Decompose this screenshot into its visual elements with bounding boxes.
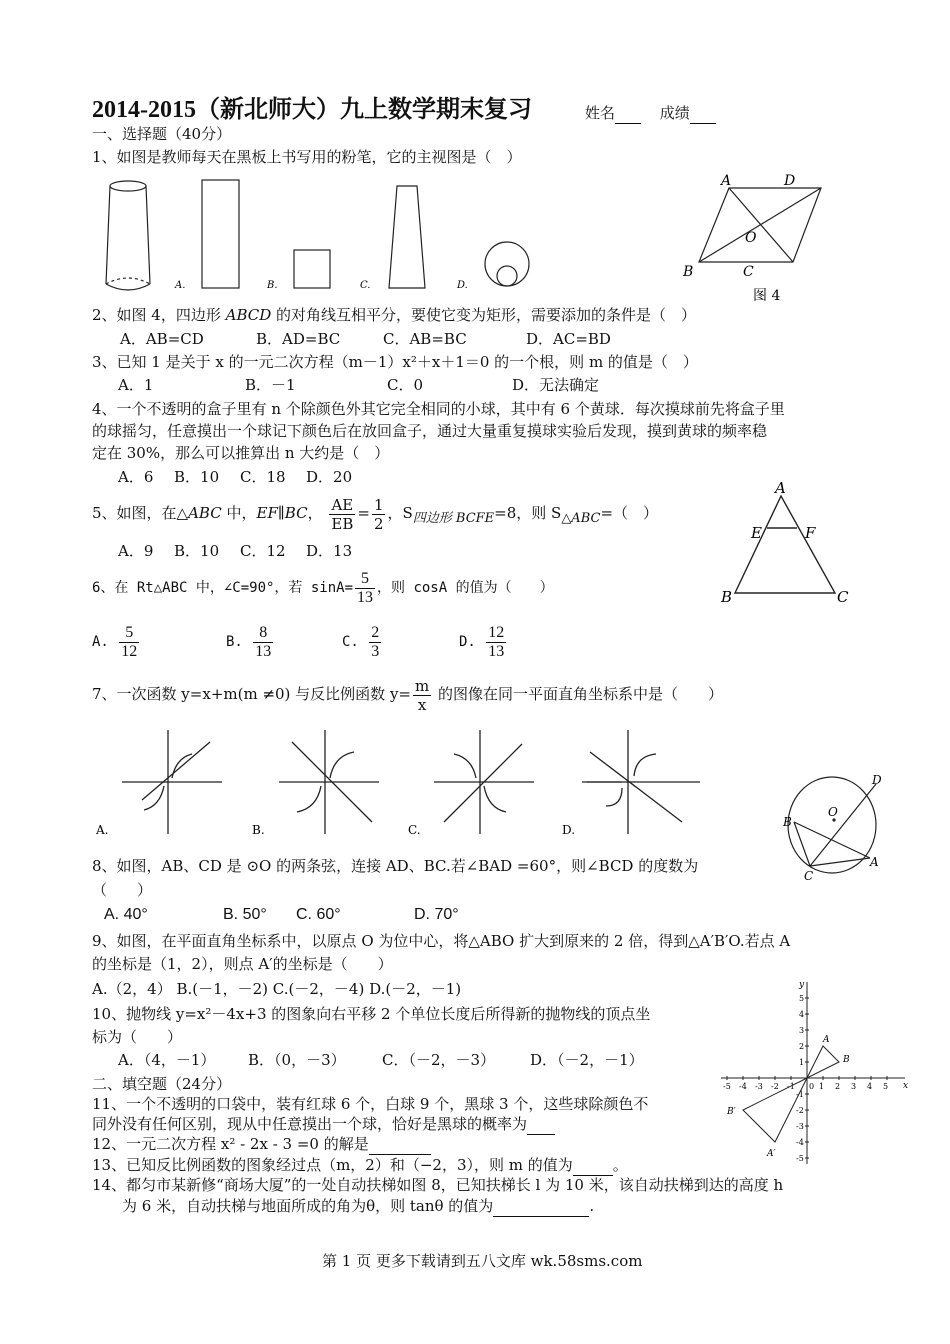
fig9-y-tick-label: 3: [799, 1026, 805, 1035]
q10-line-2: 标为（ ）: [92, 1028, 183, 1046]
figure-8-circle: [780, 770, 890, 885]
q2-option-a[interactable]: A．AB=CD: [120, 330, 204, 348]
fig5-label-b: B: [721, 588, 733, 606]
q1-option-b: B.: [267, 280, 278, 291]
page-title: 2014-2015（新北师大）九上数学期末复习: [92, 97, 532, 123]
fig5-label-c: C: [837, 588, 849, 606]
q5-value-fraction: $\frac{1}{2}$: [373, 495, 384, 533]
q10-option-c[interactable]: C．（－2，－3）: [382, 1051, 496, 1069]
q3-option-d[interactable]: D．无法确定: [512, 376, 600, 394]
q3-option-b[interactable]: B．－1: [245, 376, 296, 394]
fig9-y-tick-label: -1: [796, 1090, 804, 1099]
q1-option-a: A.: [175, 280, 186, 291]
figure-5-triangle: [715, 478, 865, 608]
q1-text: 1、如图是教师每天在黑板上书写用的粉笔，它的主视图是（ ）: [92, 148, 522, 166]
fig9-label-a-prime: A′: [767, 1149, 776, 1159]
q8-line-2: （ ）: [92, 881, 153, 899]
page-footer: 第 1 页 更多下载请到五八文库 wk.58sms.com: [322, 1252, 643, 1270]
name-label: 姓名: [585, 104, 616, 122]
q10-option-a[interactable]: A．（4，－1）: [118, 1051, 216, 1069]
score-label: 成绩: [659, 104, 690, 122]
q13-answer-blank[interactable]: [573, 1155, 613, 1176]
fig4-label-b: B: [683, 264, 694, 280]
q13-text: 13、已知反比例函数的图象经过点（m，2）和（−2，3），则 m 的值为 。: [92, 1156, 628, 1174]
section-choice-title: 一、选择题（40分）: [92, 125, 232, 143]
fig9-y-tick-label: -5: [796, 1154, 804, 1163]
q6-text: 6、在 Rt△ABC 中，∠C=90°，若 sinA= $\frac{5}{13}$ ，则 cosA 的值为（ ）: [92, 569, 554, 606]
fig5-label-a: A: [775, 479, 786, 497]
fig9-x-tick-label: -3: [755, 1082, 763, 1091]
fig9-x-tick-label: 5: [883, 1082, 889, 1091]
q6-option-a[interactable]: A. $\frac{5}{12}$: [92, 623, 138, 660]
fig9-x-tick-label: 4: [867, 1082, 873, 1091]
fig9-x-tick-label: -4: [739, 1082, 747, 1091]
q8-option-b[interactable]: B. 50°: [223, 906, 267, 923]
q3-option-a[interactable]: A．1: [118, 376, 154, 394]
q4-line-1: 4、一个不透明的盒子里有 n 个除颜色外其它完全相同的小球，其中有 6 个黄球．每次摸球前先将盒子里: [92, 400, 785, 418]
fig9-y-tick-label: 4: [799, 1010, 805, 1019]
fig9-x-tick-label: 2: [835, 1082, 841, 1091]
fig9-x-tick-label: -2: [771, 1082, 779, 1091]
q7-option-d[interactable]: D.: [562, 823, 576, 837]
q12-answer-blank[interactable]: [369, 1134, 431, 1155]
fig8-label-c: C: [804, 869, 814, 883]
q4-line-3: 定在 30%，那么可以推算出 n 大约是（ ）: [92, 444, 390, 462]
chalk-view-b: [294, 250, 330, 288]
q7-text: 7、一次函数 y=x+m(m ≠0) 与反比例函数 y= $\frac{m}{x}$ 的图像在同一平面直角坐标系中是（ ）: [92, 676, 724, 714]
fig4-label-d: D: [784, 173, 796, 189]
section-fill-title: 二、填空题（24分）: [92, 1075, 232, 1093]
chalk-view-d: [485, 242, 529, 286]
q8-option-d[interactable]: D. 70°: [414, 906, 459, 923]
q2-option-b[interactable]: B．AD=BC: [256, 330, 341, 348]
fig9-y-tick-label: 2: [799, 1042, 805, 1051]
graph-a: [122, 730, 222, 834]
q2-option-c[interactable]: C．AB=BC: [383, 330, 467, 348]
fig9-label-b-prime: B′: [727, 1107, 736, 1117]
q1-option-d: D.: [457, 280, 468, 291]
fig4-label-a: A: [721, 173, 732, 189]
q5-text: 5、如图，在△ABC 中，EF∥BC， $\frac{AE}{EB}$ = $\frac{1}{2}$ ，$S_{四边形 BCFE}=8$，则 $S_{\triangle ABC}=$（ ）: [92, 495, 659, 533]
q1-option-c: C.: [360, 280, 371, 291]
q5-option-a[interactable]: A．9: [118, 542, 154, 560]
fig9-label-a: A: [823, 1035, 830, 1045]
chalk-view-c: [389, 186, 425, 288]
q2-option-d[interactable]: D．AC=BD: [526, 330, 611, 348]
chalk-figures: [95, 172, 545, 300]
q5-option-b[interactable]: B．10: [174, 542, 220, 560]
fig4-label-c: C: [743, 264, 754, 280]
fig9-x-tick-label: 1: [819, 1082, 825, 1091]
name-field: [585, 103, 716, 124]
q6-option-c[interactable]: C. $\frac{2}{3}$: [342, 623, 380, 660]
score-blank[interactable]: [690, 103, 716, 124]
fig8-label-o: O: [828, 805, 838, 819]
q5-option-d[interactable]: D．13: [306, 542, 353, 560]
fig9-x-tick-label: 0: [809, 1082, 815, 1091]
q7-option-a[interactable]: A.: [96, 823, 109, 837]
fig5-label-f: F: [805, 524, 816, 542]
graph-c: [434, 730, 534, 834]
q9-line-1: 9、如图，在平面直角坐标系中，以原点 O 为位中心，将△ABO 扩大到原来的 2 倍，得到△A′B′O.若点 A: [92, 932, 791, 950]
fig9-xlabel: x: [903, 1081, 909, 1091]
q9-options[interactable]: A.（2，4） B.(－1，－2) C.(－2，－4) D.(－2，－1): [92, 980, 462, 998]
fig9-y-tick-label: 5: [799, 994, 805, 1003]
figure-9-coordinate-plane: [715, 978, 915, 1168]
q5-option-c[interactable]: C．12: [240, 542, 286, 560]
fig9-x-tick-label: -1: [787, 1082, 795, 1091]
q11-line-1: 11、一个不透明的口袋中，装有红球 6 个，白球 9 个，黑球 3 个，这些球除颜色不: [92, 1095, 649, 1113]
fig4-caption: 图 4: [753, 288, 781, 304]
q4-option-c[interactable]: C．18: [240, 468, 286, 486]
q6-option-b[interactable]: B. $\frac{8}{13}$: [226, 623, 272, 660]
q3-text: 3、已知 1 是关于 x 的一元二次方程（m－1）x²＋x＋1＝0 的一个根，则 m 的值是（ ）: [92, 353, 698, 371]
q11-answer-blank[interactable]: [527, 1114, 555, 1135]
q14-line-2: 为 6 米，自动扶梯与地面所成的角为θ，则 tanθ 的值为 .: [122, 1197, 595, 1215]
q10-option-b[interactable]: B．（0，－3）: [248, 1051, 346, 1069]
fig8-label-d: D: [872, 773, 882, 787]
q4-option-d[interactable]: D．20: [306, 468, 353, 486]
fig9-y-tick-label: -4: [796, 1138, 804, 1147]
q8-option-c[interactable]: C. 60°: [296, 906, 341, 923]
q14-answer-blank[interactable]: [493, 1196, 589, 1217]
name-blank[interactable]: [615, 103, 641, 124]
fig9-x-tick-label: -5: [723, 1082, 731, 1091]
q10-line-1: 10、抛物线 y=x²－4x+3 的图象向右平移 2 个单位长度后所得新的抛物线的顶点坐: [92, 1005, 651, 1023]
q8-line-1: 8、如图，AB、CD 是 ⊙O 的两条弦，连接 AD、BC.若∠BAD =60°，则∠BCD 的度数为: [92, 857, 699, 875]
fig4-label-o: O: [745, 230, 757, 246]
q6-option-d[interactable]: D. $\frac{12}{13}$: [459, 623, 505, 660]
fig5-label-e: E: [751, 524, 762, 542]
q7-graph-d: [582, 722, 712, 842]
fig9-label-b: B: [843, 1055, 850, 1065]
fig8-label-b: B: [783, 815, 792, 829]
q4-option-b[interactable]: B．10: [174, 468, 220, 486]
figure-4-parallelogram: [675, 170, 835, 305]
q7-option-b[interactable]: B.: [252, 823, 265, 837]
q10-option-d[interactable]: D．（－2，－1）: [530, 1051, 644, 1069]
chalk-view-a: [202, 180, 239, 288]
fig9-y-tick-label: -2: [796, 1106, 804, 1115]
fig8-label-a: A: [870, 855, 879, 869]
graph-b: [279, 730, 379, 834]
fig9-x-tick-label: 3: [851, 1082, 857, 1091]
q12-text: 12、一元二次方程 x² - 2x - 3 =0 的解是: [92, 1134, 431, 1155]
fig9-ylabel: y: [799, 980, 805, 990]
q7-option-c[interactable]: C.: [408, 823, 421, 837]
q7-graphs: [92, 722, 622, 842]
q5-ratio-fraction: $\frac{AE}{EB}$: [331, 495, 354, 533]
q9-line-2: 的坐标是（1，2），则点 A′的坐标是（ ）: [92, 955, 393, 973]
chalk-3d-icon: [106, 181, 150, 290]
q2-text: 2、如图 4，四边形 ABCD 的对角线互相平分，要使它变为矩形，需要添加的条件是（ ）: [92, 306, 697, 324]
q11-line-2: 同外没有任何区别，现从中任意摸出一个球，恰好是黑球的概率为: [92, 1114, 555, 1135]
q3-option-c[interactable]: C．0: [387, 376, 424, 394]
q8-option-a[interactable]: A. 40°: [104, 906, 148, 923]
fig9-y-tick-label: 1: [799, 1058, 805, 1067]
q14-line-1: 14、都匀市某新修“商场大厦”的一处自动扶梯如图 8，已知扶梯长 l 为 10 米，该自动扶梯到达的高度 h: [92, 1176, 784, 1194]
q4-line-2: 的球摇匀，任意摸出一个球记下颜色后在放回盒子，通过大量重复摸球实验后发现，摸到黄球的频率稳: [92, 422, 768, 440]
q4-option-a[interactable]: A．6: [118, 468, 154, 486]
fig9-y-tick-label: -3: [796, 1122, 804, 1131]
